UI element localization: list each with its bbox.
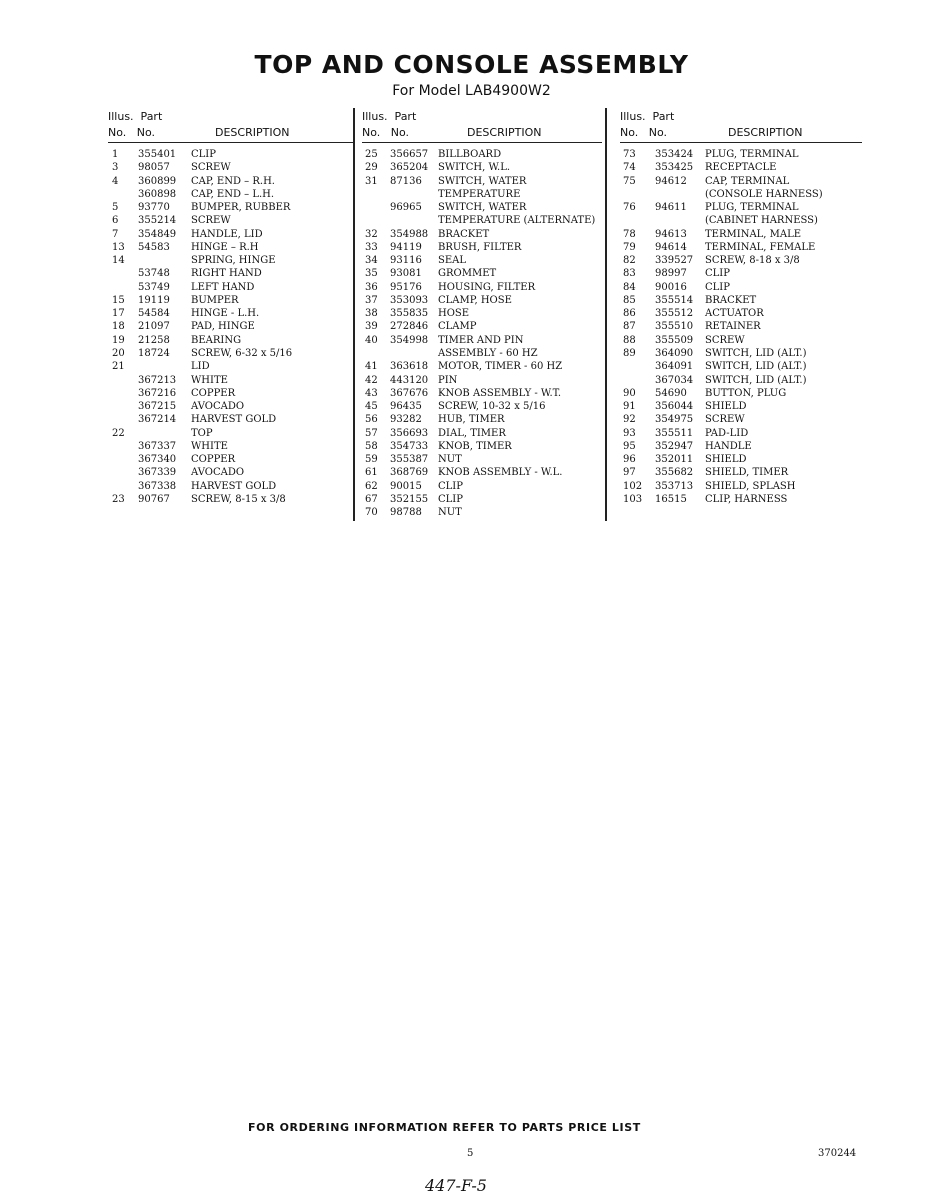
illus-number: 3 — [112, 162, 119, 174]
part-description: (CONSOLE HARNESS) — [705, 188, 823, 200]
part-number: 367340 — [138, 454, 177, 466]
part-description: WHITE — [191, 440, 228, 452]
part-number: 353093 — [390, 294, 429, 306]
illus-number: 75 — [623, 175, 636, 187]
part-description: SCREW, 10-32 x 5/16 — [438, 401, 546, 413]
header-rule — [362, 142, 602, 143]
illus-number: 25 — [365, 149, 378, 160]
part-description: BRUSH, FILTER — [438, 241, 522, 253]
part-description: CLAMP, HOSE — [438, 294, 512, 306]
part-number: 356693 — [390, 427, 429, 439]
part-number: 18724 — [138, 347, 170, 359]
part-number: 94119 — [390, 241, 422, 253]
part-description: CLIP — [191, 149, 216, 160]
part-number: 96965 — [390, 202, 422, 214]
part-description: KNOB, TIMER — [438, 440, 512, 452]
part-number: 368769 — [390, 467, 429, 479]
part-description: LEFT HAND — [191, 281, 255, 293]
part-description: PLUG, TERMINAL — [705, 149, 799, 160]
illus-number: 73 — [623, 149, 636, 160]
part-description: WHITE — [191, 374, 228, 386]
part-number: 365204 — [390, 162, 429, 174]
part-number: 355509 — [655, 334, 694, 346]
part-description: (CABINET HARNESS) — [705, 215, 818, 227]
part-description: SCREW — [705, 334, 745, 346]
header-no-no: No. No. — [108, 126, 156, 139]
illus-number: 32 — [365, 228, 378, 240]
part-description: PIN — [438, 374, 458, 386]
illus-number: 4 — [112, 175, 119, 187]
part-description: HOUSING, FILTER — [438, 281, 536, 293]
part-number: 98788 — [390, 507, 422, 519]
part-description: AVOCADO — [191, 467, 245, 479]
part-description: SEAL — [438, 255, 467, 267]
part-number: 353424 — [655, 149, 694, 160]
header-rule — [620, 142, 862, 143]
illus-number: 61 — [365, 467, 378, 479]
part-number: 364091 — [655, 361, 694, 373]
part-description: HINGE – R.H — [191, 241, 259, 253]
part-number: 90015 — [390, 480, 422, 492]
illus-number: 57 — [365, 427, 378, 439]
part-description: SHIELD — [705, 454, 747, 466]
part-number: 355214 — [138, 215, 177, 227]
part-description: COPPER — [191, 387, 236, 399]
part-number: 443120 — [390, 374, 429, 386]
part-description: PAD, HINGE — [191, 321, 255, 333]
part-number: 94614 — [655, 241, 687, 253]
illus-number: 23 — [112, 493, 125, 505]
part-number: 355510 — [655, 321, 694, 333]
part-description: GROMMET — [438, 268, 497, 280]
part-number: 367034 — [655, 374, 694, 386]
part-description: TIMER AND PIN — [438, 334, 524, 346]
part-number: 367338 — [138, 480, 177, 492]
part-description: TEMPERATURE (ALTERNATE) — [438, 215, 596, 227]
illus-number: 84 — [623, 281, 636, 293]
illus-number: 70 — [365, 507, 378, 519]
part-number: 93081 — [390, 268, 422, 280]
part-number: 94611 — [655, 202, 687, 214]
part-number: 19119 — [138, 294, 170, 306]
part-description: CLIP — [705, 268, 730, 280]
illus-number: 58 — [365, 440, 378, 452]
part-number: 96435 — [390, 401, 422, 413]
part-description: HUB, TIMER — [438, 414, 505, 426]
part-number: 353713 — [655, 480, 694, 492]
illus-number: 21 — [112, 361, 125, 373]
part-description: SWITCH, W.L. — [438, 162, 511, 174]
part-number: 367339 — [138, 467, 177, 479]
illus-number: 42 — [365, 374, 378, 386]
part-description: SCREW, 8-18 x 3/8 — [705, 255, 800, 267]
part-description: SWITCH, LID (ALT.) — [705, 347, 807, 359]
illus-number: 97 — [623, 467, 636, 479]
model-subtitle: For Model LAB4900W2 — [392, 83, 551, 99]
part-description: KNOB ASSEMBLY - W.T. — [438, 387, 562, 399]
part-number: 98057 — [138, 162, 170, 174]
part-number: 355682 — [655, 467, 694, 479]
part-description: BEARING — [191, 334, 242, 346]
part-number: 354975 — [655, 414, 694, 426]
header-no-no: No. No. — [620, 126, 668, 139]
illus-number: 89 — [623, 347, 636, 359]
document-number: 370244 — [818, 1148, 857, 1159]
part-description: TEMPERATURE — [438, 188, 521, 200]
illus-number: 5 — [112, 202, 119, 214]
part-number: 354998 — [390, 334, 429, 346]
illus-number: 96 — [623, 454, 636, 466]
part-description: CAP, TERMINAL — [705, 175, 790, 187]
part-number: 360899 — [138, 175, 177, 187]
part-description: SWITCH, LID (ALT.) — [705, 361, 807, 373]
illus-number: 95 — [623, 440, 636, 452]
part-number: 356657 — [390, 149, 429, 160]
part-description: SCREW — [705, 414, 745, 426]
part-number: 355401 — [138, 149, 177, 160]
part-description: SPRING, HINGE — [191, 255, 276, 267]
part-description: DIAL, TIMER — [438, 427, 506, 439]
part-description: SHIELD — [705, 401, 747, 413]
illus-number: 43 — [365, 387, 378, 399]
illus-number: 14 — [112, 255, 125, 267]
illus-number: 38 — [365, 308, 378, 320]
illus-number: 67 — [365, 493, 378, 505]
header-illus-part: Illus. Part — [620, 110, 675, 123]
illus-number: 56 — [365, 414, 378, 426]
part-number: 360898 — [138, 188, 177, 200]
part-description: PAD-LID — [705, 427, 749, 439]
part-description: RECEPTACLE — [705, 162, 777, 174]
page-number: 5 — [467, 1148, 474, 1159]
part-description: BRACKET — [705, 294, 757, 306]
header-description: DESCRIPTION — [215, 126, 290, 139]
part-number: 367676 — [390, 387, 429, 399]
part-description: HOSE — [438, 308, 470, 320]
part-number: 21097 — [138, 321, 170, 333]
illus-number: 36 — [365, 281, 378, 293]
part-description: SCREW — [191, 215, 231, 227]
illus-number: 40 — [365, 334, 378, 346]
part-description: SWITCH, WATER — [438, 202, 527, 214]
ordering-note: FOR ORDERING INFORMATION REFER TO PARTS PRICE LIST — [248, 1121, 641, 1134]
illus-number: 82 — [623, 255, 636, 267]
part-description: SHIELD, TIMER — [705, 467, 789, 479]
illus-number: 62 — [365, 480, 378, 492]
part-description: SCREW — [191, 162, 231, 174]
illus-number: 33 — [365, 241, 378, 253]
part-number: 355514 — [655, 294, 694, 306]
part-number: 355512 — [655, 308, 694, 320]
part-number: 355387 — [390, 454, 429, 466]
part-description: BRACKET — [438, 228, 490, 240]
part-description: TOP — [191, 427, 213, 439]
header-rule — [108, 142, 353, 143]
part-description: HANDLE, LID — [191, 228, 263, 240]
illus-number: 17 — [112, 308, 125, 320]
illus-number: 92 — [623, 414, 636, 426]
illus-number: 76 — [623, 202, 636, 214]
part-number: 53748 — [138, 268, 170, 280]
illus-number: 37 — [365, 294, 378, 306]
part-number: 364090 — [655, 347, 694, 359]
part-description: SCREW, 8-15 x 3/8 — [191, 493, 286, 505]
part-number: 354733 — [390, 440, 429, 452]
part-description: BUMPER — [191, 294, 239, 306]
part-number: 352947 — [655, 440, 694, 452]
part-number: 94612 — [655, 175, 687, 187]
part-description: LID — [191, 361, 210, 373]
illus-number: 88 — [623, 334, 636, 346]
part-number: 354849 — [138, 228, 177, 240]
part-description: CLAMP — [438, 321, 477, 333]
illus-number: 93 — [623, 427, 636, 439]
part-number: 94613 — [655, 228, 687, 240]
illus-number: 59 — [365, 454, 378, 466]
part-number: 355835 — [390, 308, 429, 320]
illus-number: 19 — [112, 334, 125, 346]
part-description: CLIP — [705, 281, 730, 293]
part-description: MOTOR, TIMER - 60 HZ — [438, 361, 563, 373]
page-title: TOP AND CONSOLE ASSEMBLY — [254, 50, 689, 79]
header-description: DESCRIPTION — [728, 126, 803, 139]
part-number: 367214 — [138, 414, 177, 426]
part-description: SWITCH, WATER — [438, 175, 527, 187]
illus-number: 13 — [112, 241, 125, 253]
part-number: 352011 — [655, 454, 694, 466]
part-description: SCREW, 6-32 x 5/16 — [191, 347, 293, 359]
illus-number: 78 — [623, 228, 636, 240]
header-illus-part: Illus. Part — [362, 110, 417, 123]
illus-number: 35 — [365, 268, 378, 280]
part-description: CAP, END – R.H. — [191, 175, 275, 187]
part-number: 21258 — [138, 334, 170, 346]
part-description: PLUG, TERMINAL — [705, 202, 799, 214]
illus-number: 41 — [365, 361, 378, 373]
part-description: HARVEST GOLD — [191, 414, 277, 426]
illus-number: 15 — [112, 294, 125, 306]
illus-number: 6 — [112, 215, 119, 227]
part-number: 363618 — [390, 361, 429, 373]
part-number: 353425 — [655, 162, 694, 174]
part-number: 272846 — [390, 321, 429, 333]
column-divider — [605, 108, 607, 521]
part-description: NUT — [438, 454, 462, 466]
part-number: 54583 — [138, 241, 170, 253]
illus-number: 83 — [623, 268, 636, 280]
part-number: 93770 — [138, 202, 170, 214]
part-description: HARVEST GOLD — [191, 480, 277, 492]
part-number: 16515 — [655, 493, 687, 505]
illus-number: 31 — [365, 175, 378, 187]
part-number: 355511 — [655, 427, 694, 439]
part-number: 367215 — [138, 401, 177, 413]
part-description: CLIP, HARNESS — [705, 493, 788, 505]
illus-number: 90 — [623, 387, 636, 399]
part-number: 339527 — [655, 255, 694, 267]
part-number: 53749 — [138, 281, 170, 293]
part-description: RETAINER — [705, 321, 761, 333]
part-number: 352155 — [390, 493, 429, 505]
part-number: 356044 — [655, 401, 694, 413]
part-description: CAP, END – L.H. — [191, 188, 275, 200]
part-description: CLIP — [438, 480, 463, 492]
part-number: 87136 — [390, 175, 422, 187]
part-description: SHIELD, SPLASH — [705, 480, 796, 492]
header-no-no: No. No. — [362, 126, 410, 139]
illus-number: 91 — [623, 401, 636, 413]
illus-number: 87 — [623, 321, 636, 333]
part-number: 367216 — [138, 387, 177, 399]
part-description: RIGHT HAND — [191, 268, 262, 280]
part-number: 98997 — [655, 268, 687, 280]
part-number: 54584 — [138, 308, 170, 320]
part-description: ACTUATOR — [705, 308, 764, 320]
header-description: DESCRIPTION — [467, 126, 542, 139]
part-number: 54690 — [655, 387, 687, 399]
part-description: ASSEMBLY - 60 HZ — [438, 347, 538, 359]
illus-number: 103 — [623, 493, 643, 505]
part-number: 90016 — [655, 281, 687, 293]
illus-number: 39 — [365, 321, 378, 333]
part-number: 93116 — [390, 255, 422, 267]
illus-number: 34 — [365, 255, 378, 267]
illus-number: 1 — [112, 149, 119, 160]
part-number: 95176 — [390, 281, 422, 293]
part-description: HINGE - L.H. — [191, 308, 260, 320]
part-description: KNOB ASSEMBLY - W.L. — [438, 467, 563, 479]
part-number: 367337 — [138, 440, 177, 452]
part-description: AVOCADO — [191, 401, 245, 413]
part-description: TERMINAL, FEMALE — [705, 241, 816, 253]
illus-number: 45 — [365, 401, 378, 413]
illus-number: 86 — [623, 308, 636, 320]
part-number: 90767 — [138, 493, 170, 505]
part-description: CLIP — [438, 493, 463, 505]
illus-number: 102 — [623, 480, 643, 492]
part-description: HANDLE — [705, 440, 752, 452]
illus-number: 20 — [112, 347, 125, 359]
part-description: NUT — [438, 507, 462, 519]
part-description: SWITCH, LID (ALT.) — [705, 374, 807, 386]
part-number: 93282 — [390, 414, 422, 426]
illus-number: 29 — [365, 162, 378, 174]
header-illus-part: Illus. Part — [108, 110, 163, 123]
illus-number: 85 — [623, 294, 636, 306]
illus-number: 79 — [623, 241, 636, 253]
handwritten-annotation: 447-F-5 — [425, 1176, 487, 1195]
illus-number: 7 — [112, 228, 119, 240]
part-number: 354988 — [390, 228, 429, 240]
part-description: BUMPER, RUBBER — [191, 202, 291, 214]
part-description: BILLBOARD — [438, 149, 502, 160]
part-description: COPPER — [191, 454, 236, 466]
part-description: BUTTON, PLUG — [705, 387, 787, 399]
illus-number: 22 — [112, 427, 125, 439]
illus-number: 18 — [112, 321, 125, 333]
illus-number: 74 — [623, 162, 636, 174]
part-number: 367213 — [138, 374, 177, 386]
part-description: TERMINAL, MALE — [705, 228, 802, 240]
column-divider — [353, 108, 355, 521]
